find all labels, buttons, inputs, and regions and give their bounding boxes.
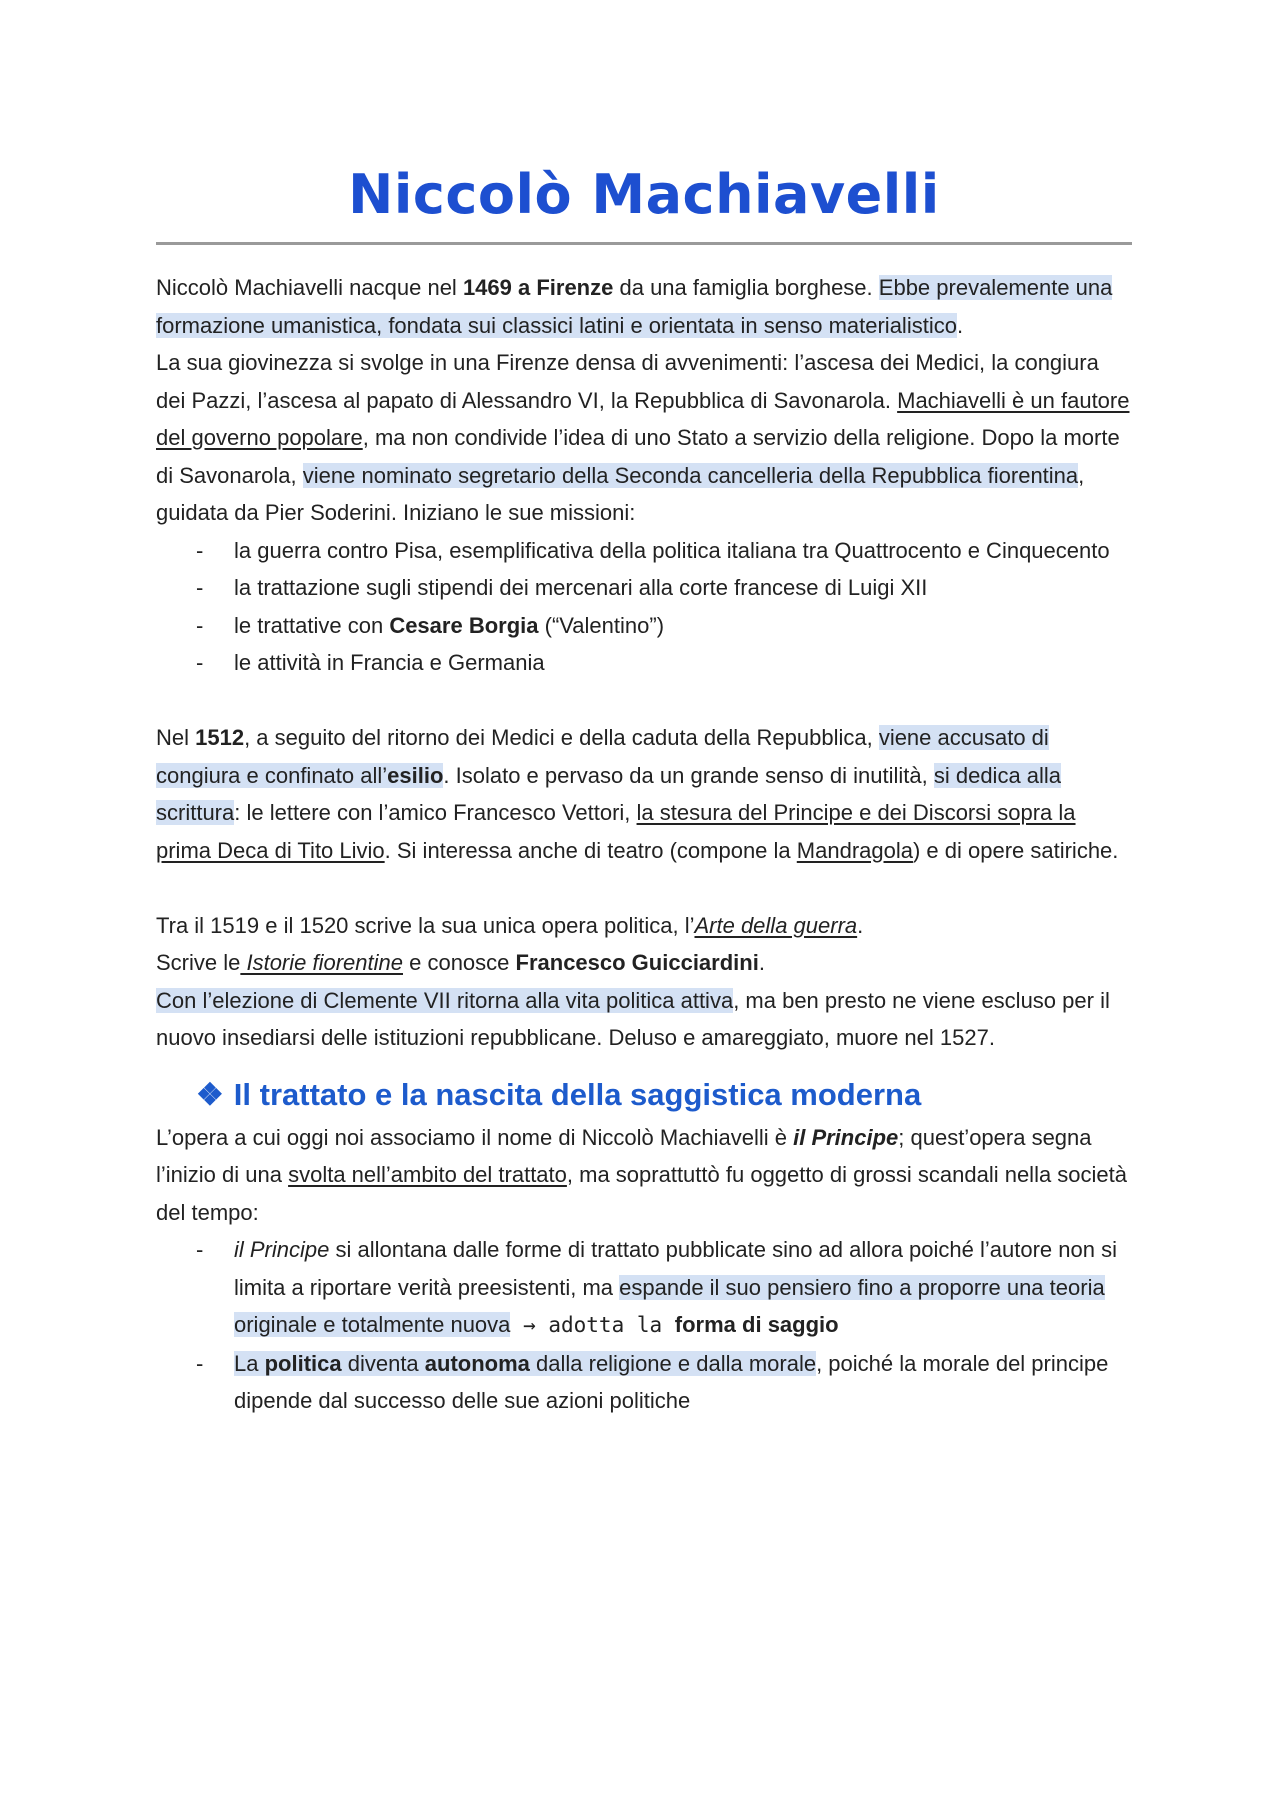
highlight: Ebbe prevalemente una formazione umanistica, fondata sui classici latini e orientata in senso materialistico bbox=[156, 275, 1113, 338]
list-item: - La politica diventa autonoma dalla religione e dalla morale, poiché la morale del principe dipende dal successo delle sue azioni politiche bbox=[196, 1350, 1109, 1413]
underlined-text: Istorie fiorentine bbox=[240, 950, 403, 975]
underlined-text: svolta nell’ambito del trattato bbox=[288, 1162, 567, 1187]
underlined-text: Mandragola bbox=[796, 837, 913, 863]
document-page bbox=[156, 150, 1132, 1420]
highlight: Con l’elezione di Clemente VII ritorna alla vita politica attiva bbox=[156, 987, 734, 1013]
title-divider bbox=[156, 242, 1132, 245]
paragraph-youth: La sua giovinezza si svolge in una Firenze densa di avvenimenti: l’ascesa dei Medici, la congiura dei Pazzi, l’ascesa al papato di Alessandro VI, la Repubblica di Savonarola. Machiavelli è un fautore del governo popolare, ma non condivide l’idea di uno Stato a servizio della religione. Dopo la morte di Savonarola, viene nominato segretario della Seconda cancelleria della Repubblica fiorentina, guidata da Pier Soderini. Iniziano le sue missioni: bbox=[156, 350, 1130, 525]
paragraph-arte-guerra: Tra il 1519 e il 1520 scrive la sua unica opera politica, l’Arte della guerra. bbox=[156, 912, 864, 938]
page-title: Niccolò Machiavelli bbox=[348, 163, 940, 226]
list-item: - le trattative con Cesare Borgia (“Valentino”) bbox=[196, 612, 665, 638]
paragraph-exile: Nel 1512, a seguito del ritorno dei Medici e della caduta della Repubblica, viene accusato di congiura e confinato all’esilio. Isolato e pervaso da un grande senso di inutilità, si dedica alla scrittura: le lettere con l’amico Francesco Vettori, la stesura del Principe e dei Discorsi sopra la prima Deca di Tito Livio. Si interessa anche di teatro (compone la Mandragola) e di opere satiriche. bbox=[156, 725, 1119, 863]
diamond-bullet-icon: ❖ bbox=[196, 1076, 224, 1112]
highlight: si dedica alla scrittura bbox=[156, 762, 1062, 825]
missions-list bbox=[156, 532, 1132, 682]
highlight: La politica diventa autonoma dalla religione e dalla morale bbox=[234, 1350, 817, 1376]
list-item: - le attività in Francia e Germania bbox=[196, 650, 545, 675]
highlight: espande il suo pensiero fino a proporre una teoria originale e totalmente nuova bbox=[234, 1274, 1105, 1337]
underlined-text: Machiavelli è un fautore del governo popolare bbox=[156, 387, 1130, 450]
highlight: viene nominato segretario della Seconda cancelleria della Repubblica fiorentina bbox=[302, 462, 1079, 488]
list-item: - il Principe si allontana dalle forme di trattato pubblicate sino ad allora poiché l’autore non si limita a riportare verità preesistenti, ma espande il suo pensiero fino a proporre una teoria originale e totalmente nuova → adotta la forma di saggio bbox=[196, 1237, 1117, 1337]
list-item: - la trattazione sugli stipendi dei mercenari alla corte francese di Luigi XII bbox=[196, 575, 928, 600]
list-item: - la guerra contro Pisa, esemplificativa della politica italiana tra Quattrocento e Cinquecento bbox=[196, 537, 1110, 563]
paragraph-principe: L’opera a cui oggi noi associamo il nome di Niccolò Machiavelli è il Principe; quest’opera segna l’inizio di una svolta nell’ambito del trattato, ma soprattuttò fu oggetto di grossi scandali nella società del tempo: bbox=[156, 1124, 1128, 1225]
paragraph-clemente: Con l’elezione di Clemente VII ritorna alla vita politica attiva, ma ben presto ne viene escluso per il nuovo insediarsi delle istituzioni repubblicane. Deluso e amareggiato, muore nel 1527. bbox=[156, 987, 1110, 1050]
highlight: viene accusato di congiura e confinato all’esilio bbox=[156, 725, 1049, 788]
treatise-list bbox=[156, 1231, 1132, 1420]
paragraph-biography-intro: Niccolò Machiavelli nacque nel 1469 a Firenze da una famiglia borghese. Ebbe prevalemente una formazione umanistica, fondata sui classici latini e orientata in senso materialistico. bbox=[156, 275, 1113, 338]
section-heading: ❖ Il trattato e la nascita della saggistica moderna bbox=[196, 1076, 922, 1112]
underlined-text: Arte della guerra bbox=[694, 912, 858, 938]
underlined-text: la stesura del Principe e dei Discorsi sopra la prima Deca di Tito Livio bbox=[156, 800, 1076, 863]
paragraph-istorie: Scrive le Istorie fiorentine e conosce Francesco Guicciardini. bbox=[156, 950, 765, 975]
